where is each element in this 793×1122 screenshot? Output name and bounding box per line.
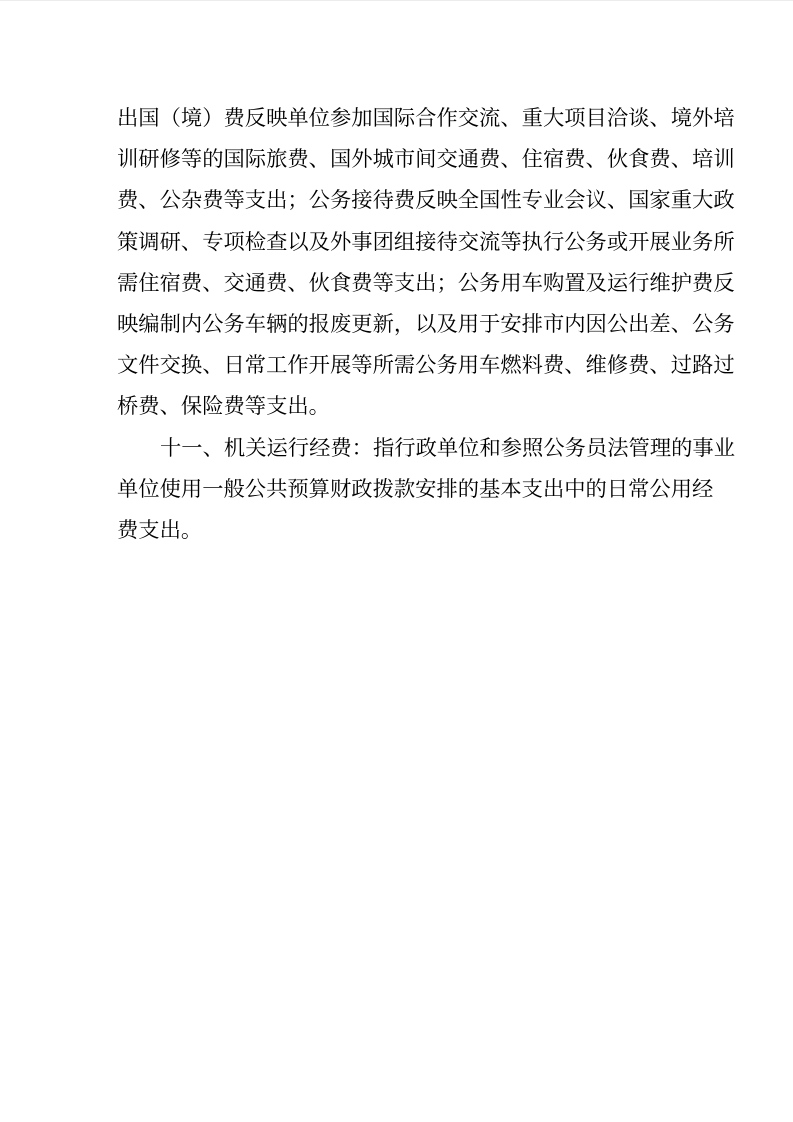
document-body <box>117 98 736 551</box>
text-line: 单位使用一般公共预算财政拨款安排的基本支出中的日常公用经 <box>117 476 714 501</box>
text-line: 训研修等的国际旅费、国外城市间交通费、住宿费、伙食费、培训 <box>117 147 735 172</box>
text-line: 桥费、保险费等支出。 <box>117 394 330 419</box>
paragraph-expense-definitions <box>117 98 735 428</box>
text-line: 策调研、专项检查以及外事团组接待交流等执行公务或开展业务所 <box>117 229 735 254</box>
text-line: 文件交换、日常工作开展等所需公务用车燃料费、维修费、过路过 <box>117 353 735 378</box>
text-line: 费支出。 <box>117 518 203 543</box>
text-line: 费、公杂费等支出；公务接待费反映全国性专业会议、国家重大政 <box>117 188 735 213</box>
text-line: 映编制内公务车辆的报废更新，以及用于安排市内因公出差、公务 <box>117 312 735 337</box>
text-line: 十一、机关运行经费：指行政单位和参照公务员法管理的事业 <box>160 435 736 460</box>
text-line: 出国（境）费反映单位参加国际合作交流、重大项目洽谈、境外培 <box>117 106 735 130</box>
paragraph-agency-operating-funds <box>117 428 736 552</box>
text-line: 需住宿费、交通费、伙食费等支出；公务用车购置及运行维护费反 <box>117 270 735 295</box>
